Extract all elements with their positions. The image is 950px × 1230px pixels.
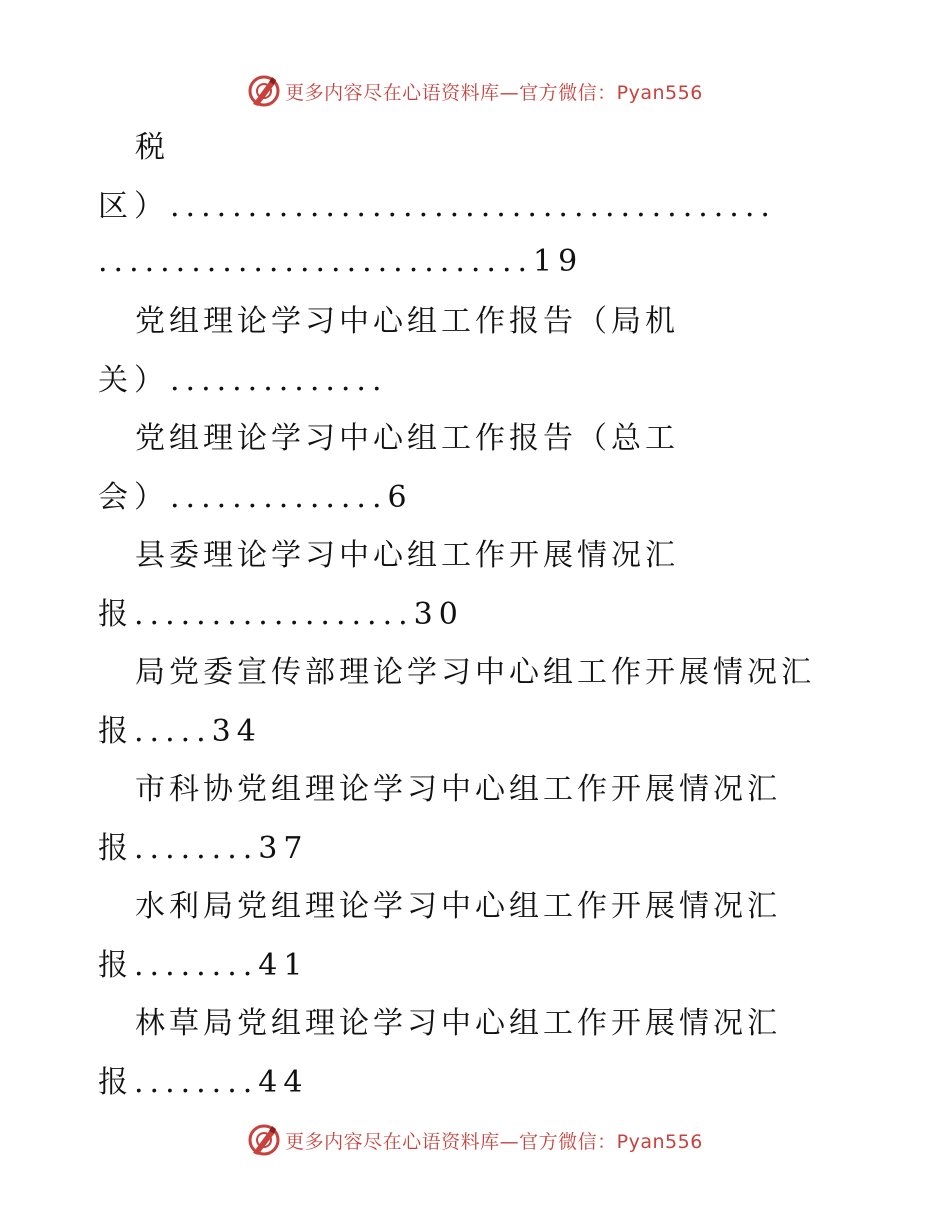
toc-entry-title[interactable]: 党组理论学习中心组工作报告（总工 bbox=[135, 421, 679, 456]
toc-entry-title[interactable]: 水利局党组理论学习中心组工作开展情况汇 bbox=[135, 889, 781, 924]
toc-line: 报..................30 bbox=[98, 597, 464, 632]
toc-entry-title[interactable]: 林草局党组理论学习中心组工作开展情况汇 bbox=[135, 1006, 781, 1041]
header-watermark-text: 更多内容尽在心语资料库—官方微信：Pyan556 bbox=[285, 81, 703, 104]
toc-line: ............................19 bbox=[98, 244, 584, 279]
toc-line: 报........44 bbox=[98, 1065, 309, 1100]
footer-watermark-banner bbox=[0, 1120, 950, 1160]
toc-line: 报........37 bbox=[98, 831, 309, 866]
toc-line: 税 bbox=[135, 130, 169, 165]
toc-entry-title[interactable]: 党组理论学习中心组工作报告（局机 bbox=[135, 304, 679, 339]
toc-entry-title[interactable]: 局党委宣传部理论学习中心组工作开展情况汇 bbox=[135, 655, 815, 690]
toc-line: 会）..............6 bbox=[98, 480, 413, 515]
toc-line: 关）.............. bbox=[98, 363, 388, 398]
pen-logo-icon bbox=[247, 74, 281, 108]
toc-line: 区）....................................... bbox=[98, 189, 776, 224]
toc-entry-title[interactable]: 县委理论学习中心组工作开展情况汇 bbox=[135, 538, 679, 573]
header-watermark-banner bbox=[0, 71, 950, 111]
toc-entry-title[interactable]: 市科协党组理论学习中心组工作开展情况汇 bbox=[135, 772, 781, 807]
toc-line: 报........41 bbox=[98, 948, 309, 983]
pen-logo-icon bbox=[247, 1123, 281, 1157]
toc-line: 报.....34 bbox=[98, 714, 262, 749]
footer-watermark-text: 更多内容尽在心语资料库—官方微信：Pyan556 bbox=[285, 1130, 703, 1153]
